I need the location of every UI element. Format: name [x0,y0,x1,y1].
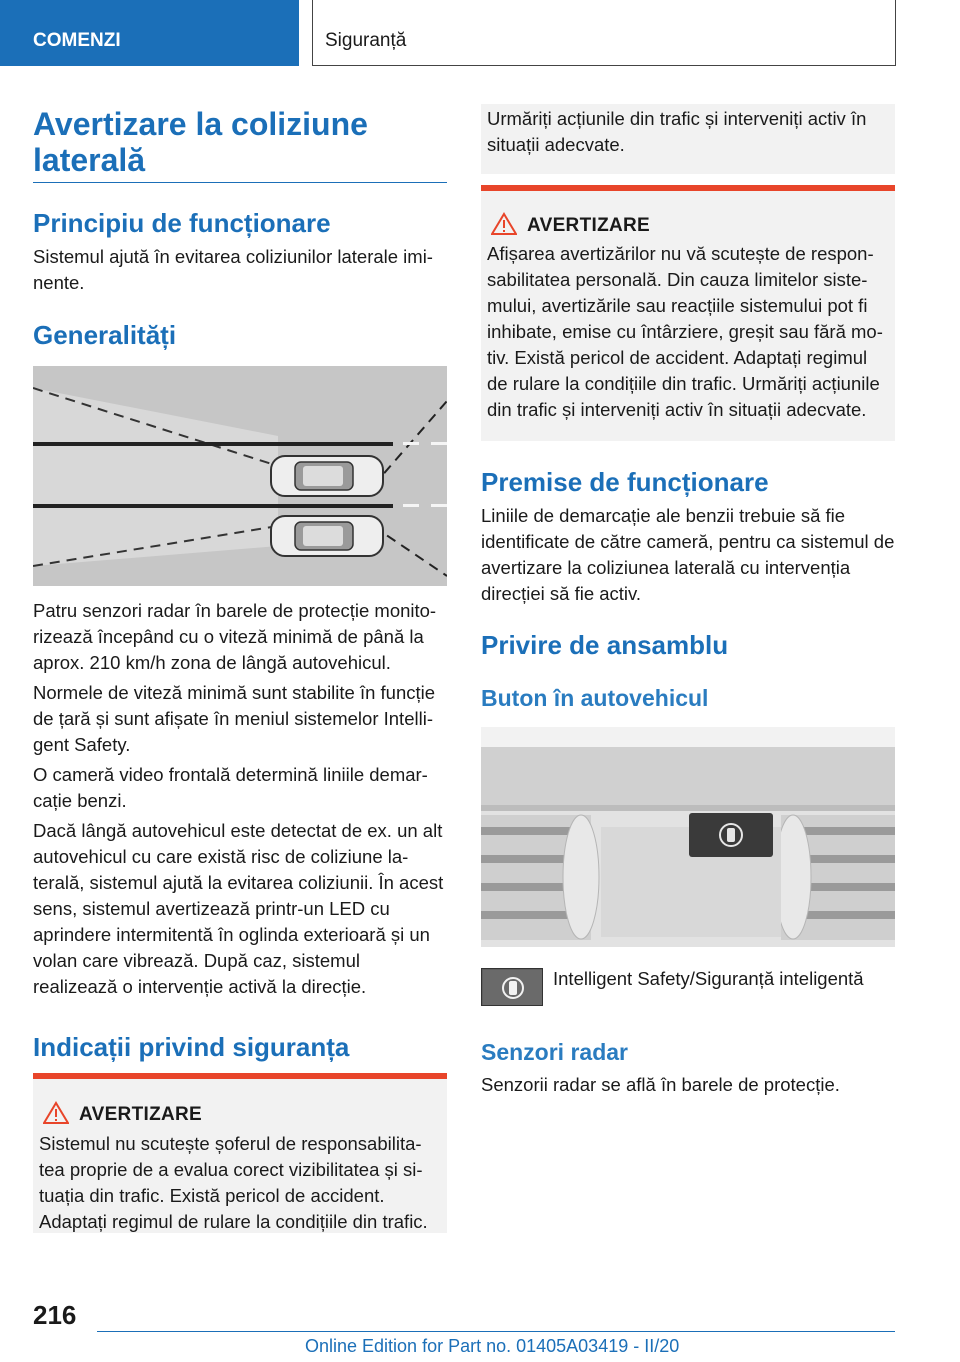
warning-triangle-icon [491,212,517,236]
warning-continued-text: Urmăriți acțiunile din trafic și interveniți activ în situații adecvate. [487,108,867,155]
warning-text: Sistemul nu scutește șoferul de responsabilita-tea proprie de a evalua corect vizibilitatea și si-tuația din trafic. Există pericol de accident. Adaptați regimul de rulare la condițiile din trafic. [39,1133,428,1232]
warning-box-left [33,1073,447,1233]
overview-heading: Privire de ansamblu [481,630,729,660]
page-number: 216 [33,1300,77,1330]
safety-heading: Indicații privind siguranța [33,1032,350,1062]
air-vent-right [775,815,895,940]
button-caption: Intelligent Safety/Siguranță inteligentă [553,968,864,989]
principle-text: Sistemul ajută în evitarea coliziunilor laterale imi-nente. [33,246,433,293]
footer-rule [97,1331,895,1332]
side-collision-diagram [33,366,447,586]
warning-bar [33,1073,447,1079]
warning-triangle-icon [43,1101,69,1125]
lane-line-lower [33,504,393,508]
lane-line-upper [33,442,393,446]
principle-heading: Principiu de funcționare [33,208,331,238]
radar-text: Senzorii radar se află în barele de protecție. [481,1074,840,1095]
general-paragraph-1: Patru senzori radar în barele de protecție monito-rizează începând cu o viteză minimă de până la aprox. 210 km/h zona de lângă autovehicul. [33,600,437,673]
warning-bar-right [481,185,895,191]
warning-title: AVERTIZARE [79,1104,202,1125]
chapter-title: Siguranță [325,30,407,51]
car-lower [271,516,383,556]
car-upper [271,456,383,496]
button-heading: Buton în autovehicul [481,685,709,711]
general-paragraph-3: O cameră video frontală determină liniile demar-cație benzi. [33,764,428,811]
dashboard-button-photo [481,727,895,947]
general-paragraph-2: Normele de viteză minimă sunt stabilite în funcție de țară și sunt afișate în meniul sistemelor Intelli-gent Safety. [33,682,436,755]
warning-text-right: Afișarea avertizărilor nu vă scutește de respon-sabilitatea personală. Din cauza limitelor siste-mului, avertizările sau reacțiile sistemului pot fi inhibate, emise cu întârziere, greșit sau fără mo-tiv. Există pericol de accident. Adaptați regimul de rulare la condițiile din trafic. Urmăriți acțiunile din trafic și interveniți activ în situații adecvate. [487,243,883,420]
radar-heading: Senzori radar [481,1039,628,1065]
warning-title-right: AVERTIZARE [527,215,650,236]
title-rule [33,182,447,183]
section-tab[interactable]: COMENZI [0,0,299,66]
chapter-header [312,0,896,66]
warning-continued-box [481,104,895,174]
prereq-heading: Premise de funcționare [481,467,769,497]
warning-box-right [481,185,895,441]
page-title: Avertizare la coliziune laterală [33,106,368,178]
general-paragraph-4: Dacă lângă autovehicul este detectat de ex. un alt autovehicul cu care există risc de coliziune la-terală, sistemul ajută la evitarea coliziunii. În acest sens, sistemul avertizează printr-un LED cu aprindere intermitentă în oglinda exterioară și un volan care vibrează. După caz, sistemul realizează o intervenție activă la direcție. [33,820,444,997]
lane-diagram-svg [33,366,447,586]
safety-button-icon [481,968,543,1006]
intelligent-safety-button[interactable] [689,813,773,857]
general-heading: Generalități [33,320,177,350]
air-vent-left [481,815,599,940]
dashboard-svg [481,727,895,947]
prereq-text: Liniile de demarcație ale benzii trebuie să fie identificate de către cameră, pentru ca sistemul de avertizare la coliziunea laterală cu intervenția direcției să fie activ. [481,505,895,604]
footer-edition[interactable]: Online Edition for Part no. 01405A03419 - II/20 [305,1336,680,1356]
